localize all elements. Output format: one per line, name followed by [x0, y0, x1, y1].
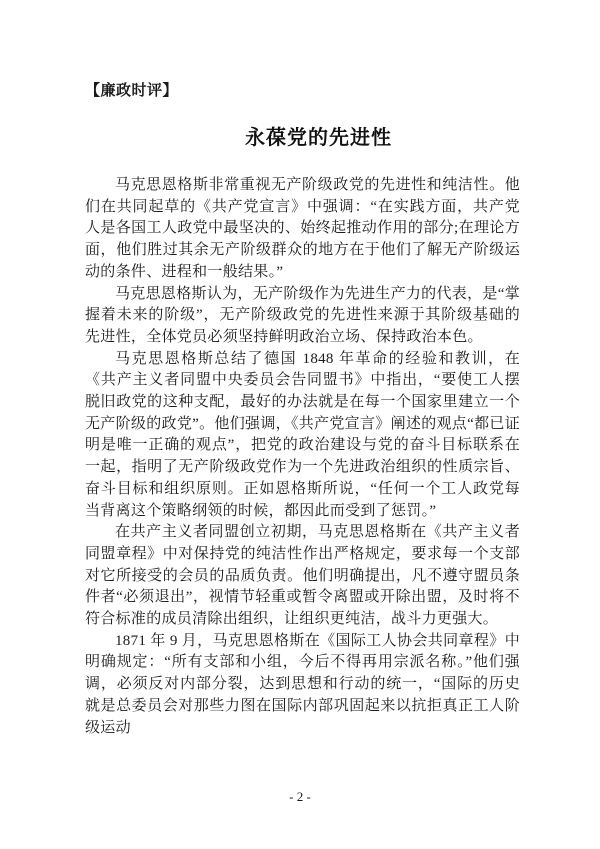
paragraph-4: 在共产主义者同盟创立初期，马克思恩格斯在《共产主义者同盟章程》中对保持党的纯洁性作出严格规定，要求每一个支部对它所接受的会员的品质负责。他们明确提出，凡不遵守盟员条件者“必须退出”，视情节轻重或暂令离盟或开除出盟，及时将不符合标准的成员清除出组织，让组织更纯洁，战斗力更强大。: [85, 524, 520, 628]
paragraph-5: 1871 年 9 月，马克思恩格斯在《国际工人协会共同章程》中明确规定：“所有支部和小组，今后不得再用宗派名称。”他们强调，必须反对内部分裂，达到思想和行动的统一，“国际的历史就是总委员会对那些力图在国际内部巩固起来以抗拒真正工人阶级运动: [85, 632, 520, 736]
page-number: - 2 -: [289, 789, 311, 804]
paragraph-2: 马克思恩格斯认为，无产阶级作为先进生产力的代表，是“掌握着未来的阶级”，无产阶级政党的先进性来源于其阶级基础的先进性，全体党员必须坚持鲜明政治立场、保持政治本色。: [85, 285, 520, 345]
document-body: [85, 175, 520, 739]
paragraph-3: 马克思恩格斯总结了德国 1848 年革命的经验和教训，在《共产主义者同盟中央委员会告同盟书》中指出，“要使工人摆脱旧政党的这种支配，最好的办法就是在每一个国家里建立一个无产阶级的政党”。他们强调，《共产党宣言》阐述的观点“都已证明是唯一正确的观点”，把党的政治建设与党的奋斗目标联系在一起，指明了无产阶级政党作为一个先进政治组织的性质宗旨、奋斗目标和组织原则。正如恩格斯所说，“任何一个工人政党每当背离这个策略纲领的时候，都因此而受到了惩罚。”: [85, 350, 520, 519]
page-title: 永葆党的先进性: [245, 127, 392, 149]
column-header: 【廉政时评】: [85, 83, 179, 99]
paragraph-1: 马克思恩格斯非常重视无产阶级政党的先进性和纯洁性。他们在共同起草的《共产党宣言》中强调：“在实践方面，共产党人是各国工人政党中最坚决的、始终起推动作用的部分;在理论方面，他们胜过其余无产阶级群众的地方在于他们了解无产阶级运动的条件、进程和一般结果。”: [85, 177, 520, 280]
